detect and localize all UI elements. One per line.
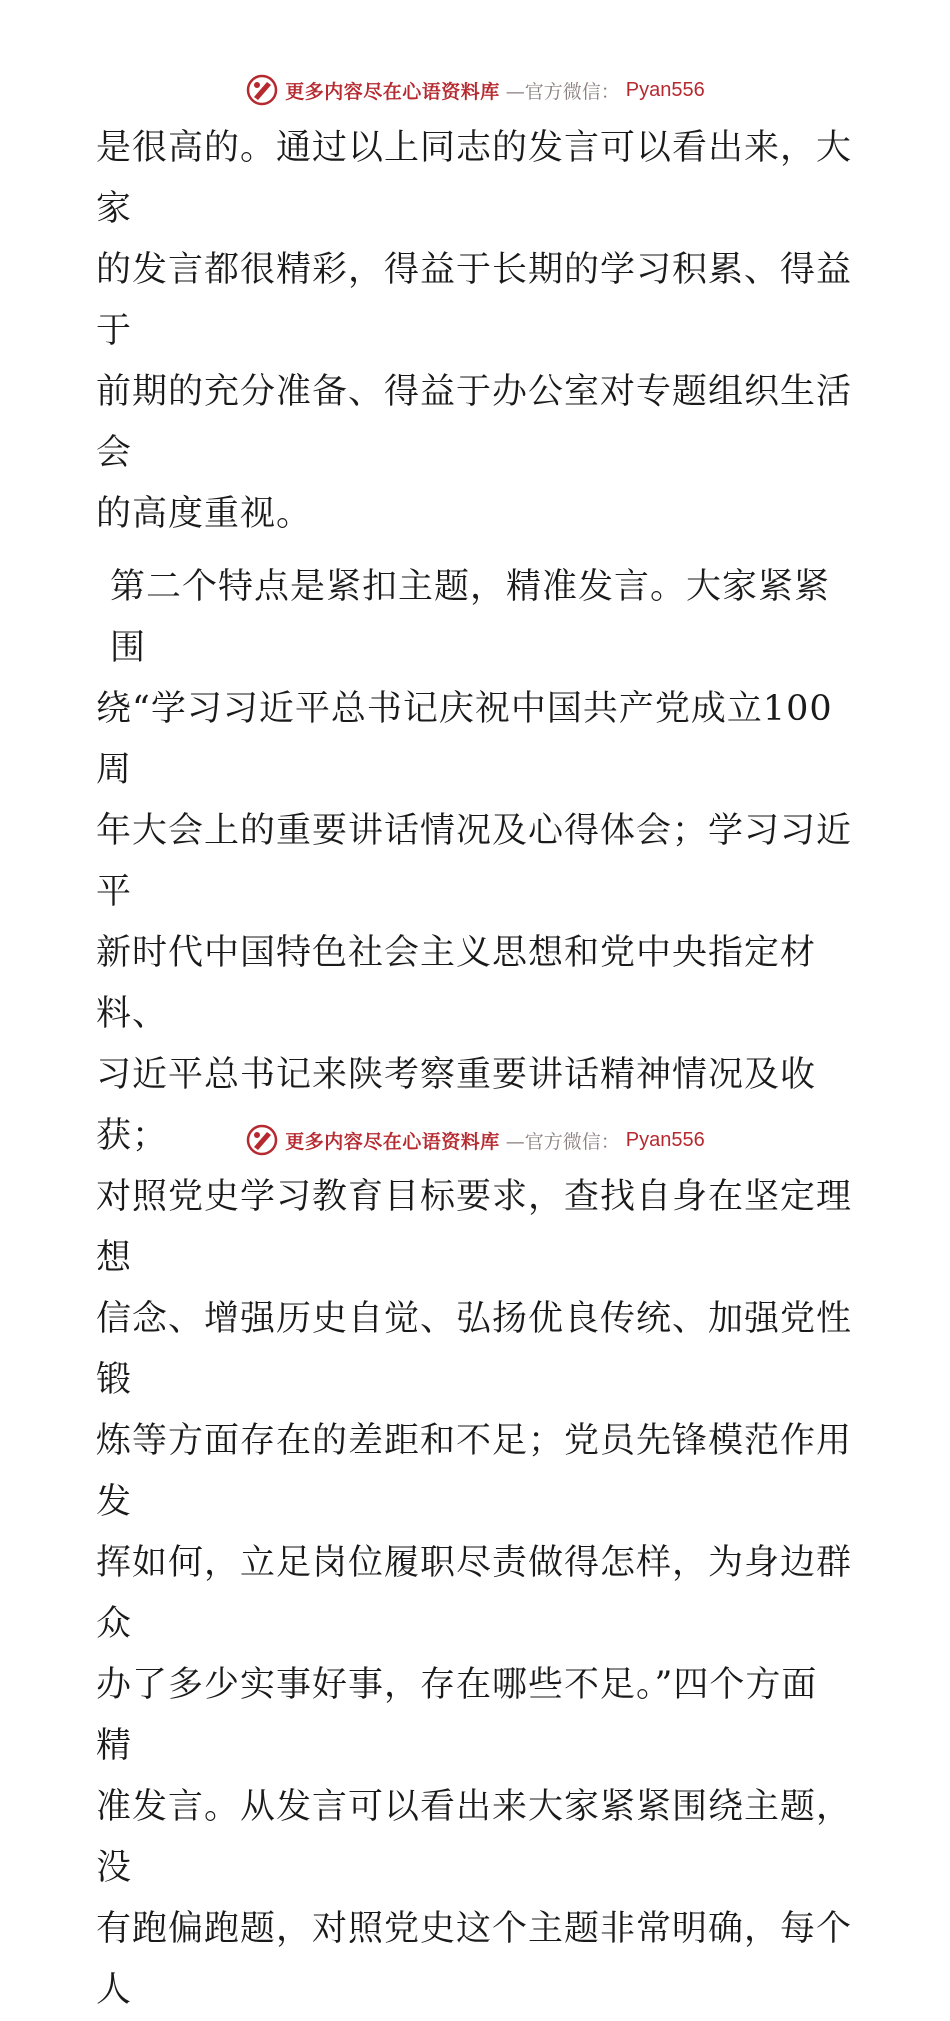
text-line: 对照党史学习教育目标要求，查找自身在坚定理想: [96, 1177, 853, 1278]
header-watermark-banner: [0, 70, 950, 110]
text-line: 年大会上的重要讲话情况及心得体会；学习习近平: [96, 811, 853, 912]
header-brand-text: 更多内容尽在心语资料库: [285, 80, 500, 103]
paragraph-2: [96, 557, 852, 2021]
text-line: 的发言都很精彩，得益于长期的学习积累、得益于: [96, 250, 853, 351]
text-line: 第二个特点是紧扣主题，精准发言。大家紧紧围: [110, 567, 831, 668]
header-banner-content: [245, 73, 705, 107]
document-body: [96, 118, 852, 2021]
footer-wechat-id: Pyan556: [625, 1128, 705, 1151]
pen-seal-icon: [245, 1123, 279, 1157]
text-line: 挥如何，立足岗位履职尽责做得怎样，为身边群众: [96, 1543, 853, 1644]
text-line: 准发言。从发言可以看出来大家紧紧围绕主题，没: [96, 1787, 853, 1888]
footer-watermark-banner: [0, 1120, 950, 1160]
footer-brand-text: 更多内容尽在心语资料库: [285, 1130, 500, 1153]
footer-separator-text: —官方微信：: [505, 1130, 620, 1153]
text-line: 绕“学习习近平总书记庆祝中国共产党成立100周: [96, 689, 833, 790]
paragraph-gap: [96, 545, 852, 557]
text-line: 有跑偏跑题，对照党史这个主题非常明确，每个人: [96, 1909, 853, 2010]
text-line: 的高度重视。: [96, 494, 313, 534]
footer-banner-content: [245, 1123, 705, 1157]
text-line: 信念、增强历史自觉、弘扬优良传统、加强党性锻: [96, 1299, 853, 1400]
text-line: 办了多少实事好事，存在哪些不足。”四个方面精: [96, 1665, 818, 1766]
text-line: 前期的充分准备、得益于办公室对专题组织生活会: [96, 372, 853, 473]
paragraph-1: [96, 118, 852, 545]
header-separator-text: —官方微信：: [505, 80, 620, 103]
header-wechat-id: Pyan556: [625, 78, 705, 101]
text-line: 习近平总书记来陕考察重要讲话精神情况及收获；: [96, 1055, 817, 1156]
text-line: 炼等方面存在的差距和不足；党员先锋模范作用发: [96, 1421, 853, 1522]
text-line: 是很高的。通过以上同志的发言可以看出来，大家: [96, 128, 853, 229]
pen-seal-icon: [245, 73, 279, 107]
text-line: 新时代中国特色社会主义思想和党中央指定材料、: [96, 933, 817, 1034]
